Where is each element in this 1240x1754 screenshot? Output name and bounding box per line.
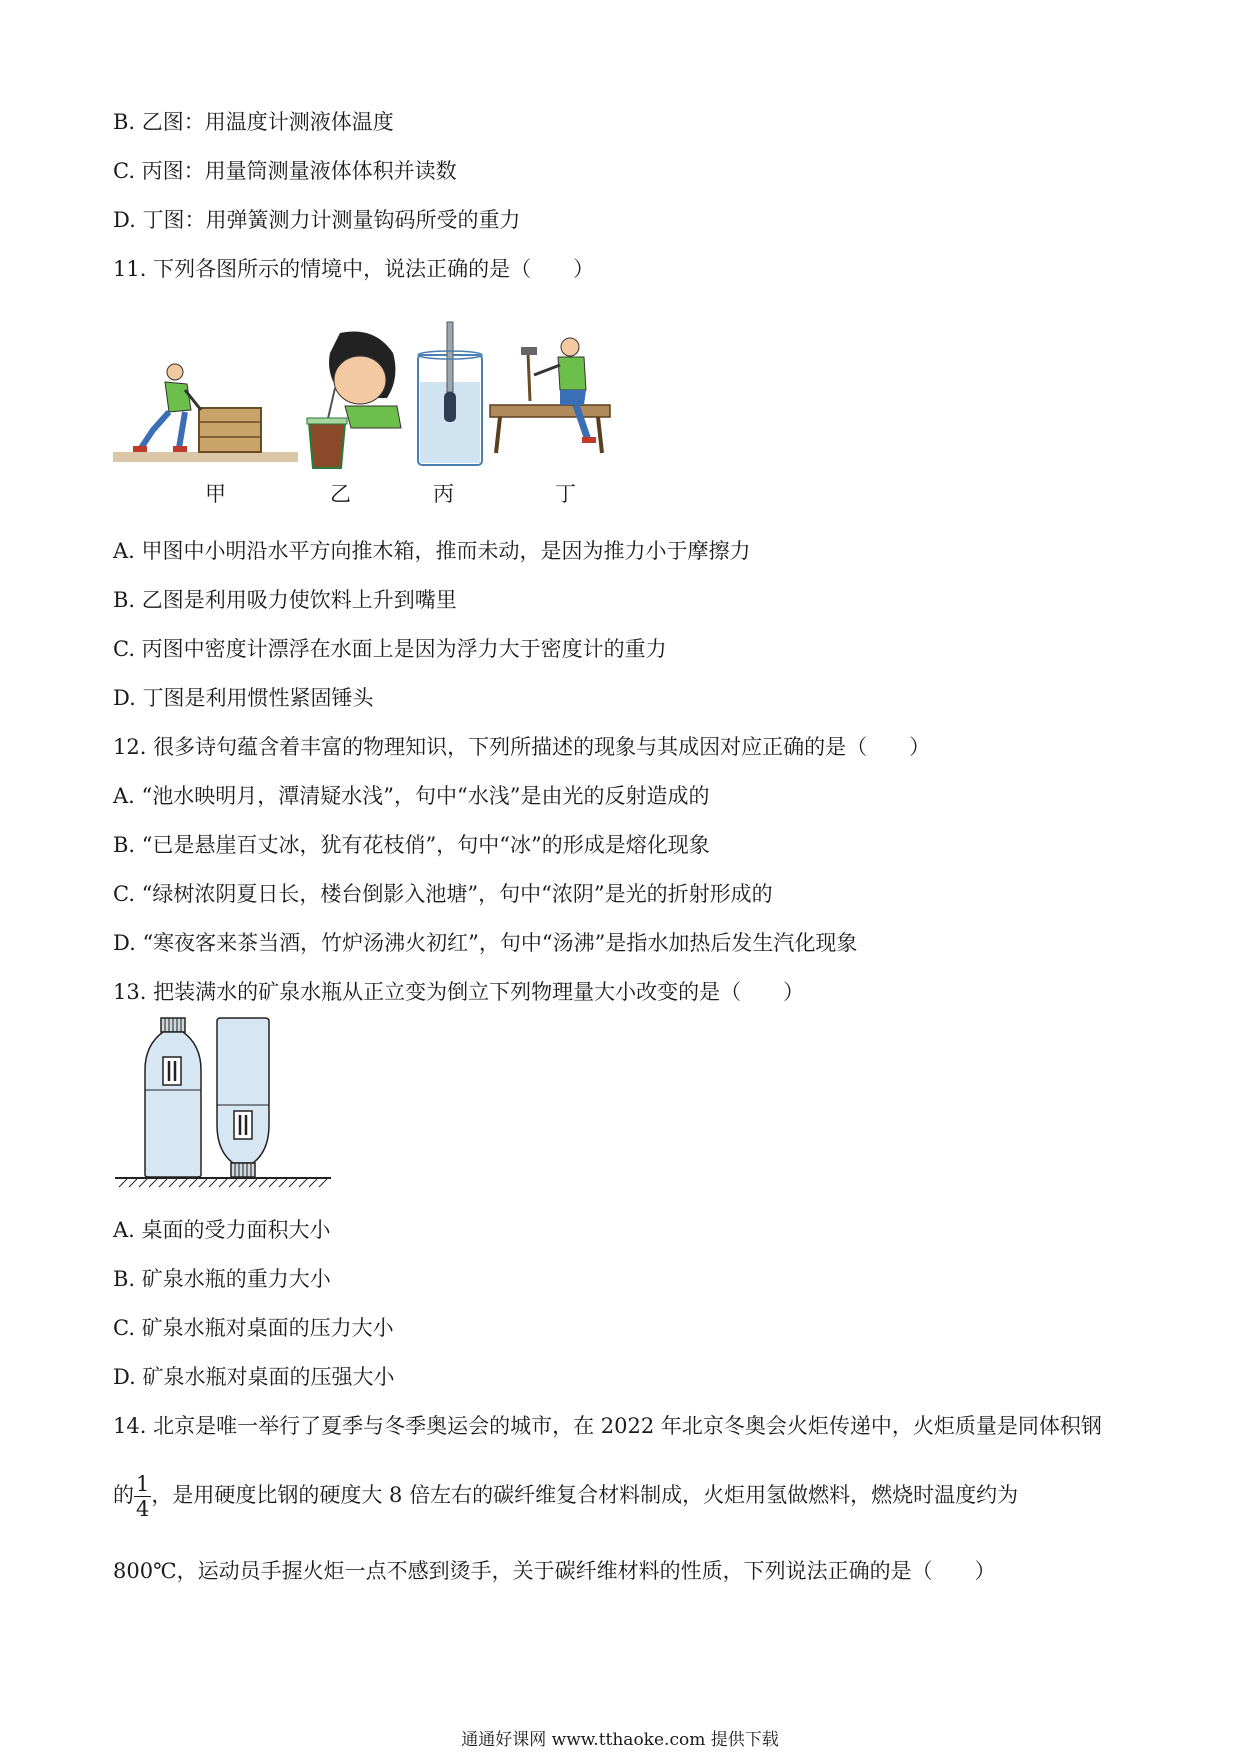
figure-bottles-upright-inverted <box>113 1015 333 1190</box>
q10-option-c: C. 丙图：用量筒测量液体体积并读数 <box>113 159 457 183</box>
q12-option-d: D. “寒夜客来茶当酒，竹炉汤沸火初红”，句中“汤沸”是指水加热后发生汽化现象 <box>113 931 858 955</box>
q11-option-d: D. 丁图是利用惯性紧固锤头 <box>113 686 374 710</box>
fraction-denominator: 4 <box>136 1497 150 1521</box>
caption-ding: 丁 <box>555 482 576 506</box>
caption-yi: 乙 <box>330 482 351 506</box>
q13-option-a: A. 桌面的受力面积大小 <box>113 1218 331 1242</box>
q12-option-c: C. “绿树浓阴夏日长，楼台倒影入池塘”，句中“浓阴”是光的折射形成的 <box>113 882 773 906</box>
figure-yi-straw-drink <box>305 328 405 473</box>
q14-line-3: 800℃，运动员手握火炬一点不感到烫手，关于碳纤维材料的性质，下列说法正确的是（ ） <box>113 1559 996 1583</box>
q11-stem: 11. 下列各图所示的情境中，说法正确的是（ ） <box>113 257 595 281</box>
q12-stem: 12. 很多诗句蕴含着丰富的物理知识，下列所描述的现象与其成因对应正确的是（ ） <box>113 735 931 759</box>
figure-bing-hydrometer <box>410 320 490 470</box>
q13-option-b: B. 矿泉水瓶的重力大小 <box>113 1267 331 1291</box>
q10-option-d: D. 丁图：用弹簧测力计测量钩码所受的重力 <box>113 208 521 232</box>
q14-line-2-pre: 的 <box>113 1483 134 1507</box>
q14-line-2 <box>113 1470 1018 1521</box>
q11-option-c: C. 丙图中密度计漂浮在水面上是因为浮力大于密度计的重力 <box>113 637 667 661</box>
q14-line-2-post: ，是用硬度比钢的硬度大 8 倍左右的碳纤维复合材料制成，火炬用氢做燃料，燃烧时温度约为 <box>151 1483 1019 1507</box>
page-footer: 通通好课网 www.tthaoke.com 提供下载 <box>461 1730 779 1750</box>
q11-option-b: B. 乙图是利用吸力使饮料上升到嘴里 <box>113 588 457 612</box>
caption-bing: 丙 <box>433 482 454 506</box>
figure-ding-hammer <box>488 335 613 460</box>
caption-jia: 甲 <box>205 482 226 506</box>
q12-option-b: B. “已是悬崖百丈冰，犹有花枝俏”，句中“冰”的形成是熔化现象 <box>113 833 710 857</box>
q13-stem: 13. 把装满水的矿泉水瓶从正立变为倒立下列物理量大小改变的是（ ） <box>113 980 805 1004</box>
figure-jia-pushing-box <box>113 360 298 470</box>
q11-option-a: A. 甲图中小明沿水平方向推木箱，推而未动，是因为推力小于摩擦力 <box>113 539 751 563</box>
q13-option-d: D. 矿泉水瓶对桌面的压强大小 <box>113 1365 395 1389</box>
fraction-numerator: 1 <box>136 1472 150 1496</box>
q14-line-1: 14. 北京是唯一举行了夏季与冬季奥运会的城市，在 2022 年北京冬奥会火炬传递中，火炬质量是同体积钢 <box>113 1414 1102 1438</box>
q13-option-c: C. 矿泉水瓶对桌面的压力大小 <box>113 1316 394 1340</box>
fraction-one-quarter <box>134 1472 151 1521</box>
q10-option-b: B. 乙图：用温度计测液体温度 <box>113 110 394 134</box>
q12-option-a: A. “池水映明月，潭清疑水浅”，句中“水浅”是由光的反射造成的 <box>113 784 710 808</box>
